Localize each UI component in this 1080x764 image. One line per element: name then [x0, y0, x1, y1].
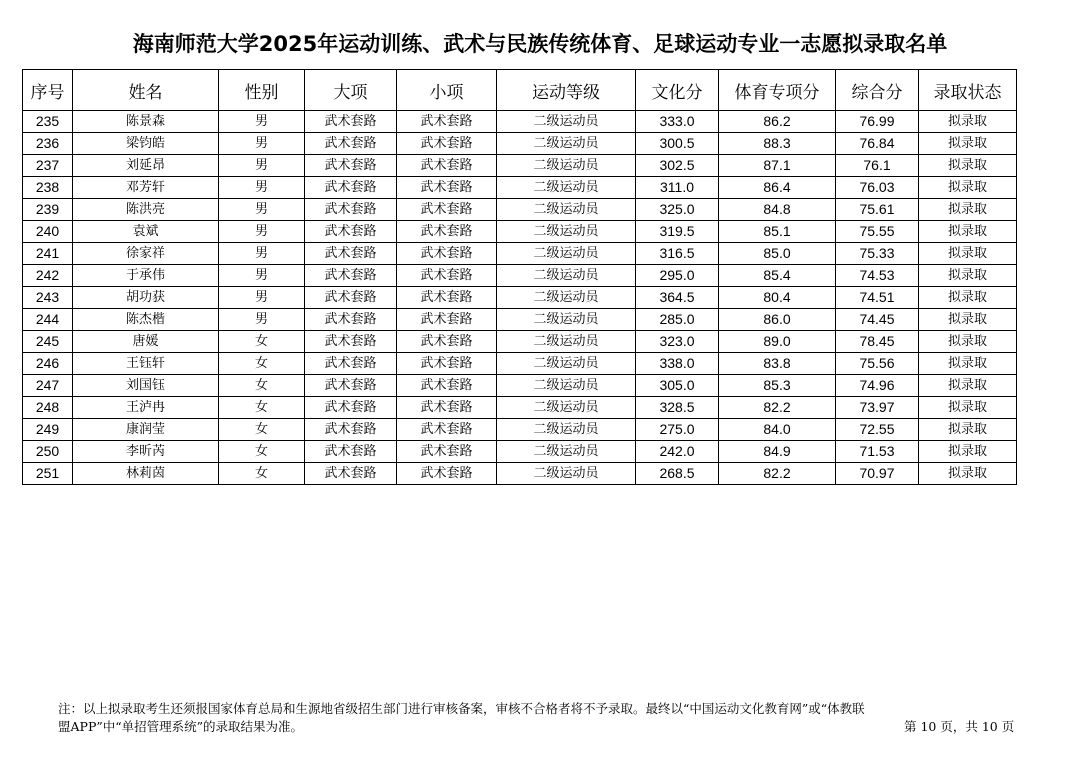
table-row [23, 177, 1017, 199]
table-cell: 武术套路 [397, 243, 497, 265]
table-cell: 徐家祥 [73, 243, 219, 265]
table-cell: 89.0 [719, 331, 836, 353]
table-cell: 男 [219, 309, 305, 331]
table-cell: 二级运动员 [497, 265, 636, 287]
table-cell: 武术套路 [305, 397, 397, 419]
header-cell: 小项 [397, 70, 497, 111]
table-cell: 拟录取 [919, 375, 1017, 397]
table-cell: 武术套路 [397, 375, 497, 397]
table-cell: 74.45 [836, 309, 919, 331]
table-cell: 武术套路 [305, 199, 397, 221]
table-cell: 87.1 [719, 155, 836, 177]
table-cell: 245 [23, 331, 73, 353]
table-cell: 男 [219, 221, 305, 243]
table-cell: 男 [219, 111, 305, 133]
table-cell: 323.0 [636, 331, 719, 353]
table-cell: 86.0 [719, 309, 836, 331]
table-cell: 刘国钰 [73, 375, 219, 397]
table-cell: 85.3 [719, 375, 836, 397]
table-cell: 85.0 [719, 243, 836, 265]
table-row [23, 463, 1017, 485]
table-cell: 248 [23, 397, 73, 419]
table-cell: 林莉茵 [73, 463, 219, 485]
table-cell: 女 [219, 331, 305, 353]
table-cell: 74.51 [836, 287, 919, 309]
table-cell: 251 [23, 463, 73, 485]
footer-note-line: 注：以上拟录取考生还须报国家体育总局和生源地省级招生部门进行审核备案，审核不合格者将不予录取。最终以“中国运动文化教育网”或“体教联 [58, 701, 865, 716]
table-cell: 武术套路 [397, 331, 497, 353]
header-cell: 录取状态 [919, 70, 1017, 111]
table-cell: 武术套路 [397, 265, 497, 287]
table-cell: 78.45 [836, 331, 919, 353]
table-row [23, 243, 1017, 265]
table-cell: 二级运动员 [497, 441, 636, 463]
page-title: 海南师范大学2025年运动训练、武术与民族传统体育、足球运动专业一志愿拟录取名单 [132, 32, 948, 56]
table-cell: 男 [219, 133, 305, 155]
table-cell: 70.97 [836, 463, 919, 485]
table-cell: 武术套路 [305, 265, 397, 287]
table-cell: 武术套路 [305, 375, 397, 397]
header-cell: 体育专项分 [719, 70, 836, 111]
header-cell: 文化分 [636, 70, 719, 111]
table-cell: 86.2 [719, 111, 836, 133]
table-cell: 拟录取 [919, 199, 1017, 221]
table-cell: 76.03 [836, 177, 919, 199]
table-row [23, 375, 1017, 397]
table-cell: 武术套路 [305, 287, 397, 309]
table-cell: 二级运动员 [497, 287, 636, 309]
header-cell: 大项 [305, 70, 397, 111]
table-cell: 76.1 [836, 155, 919, 177]
table-cell: 邓芳轩 [73, 177, 219, 199]
table-cell: 王钰轩 [73, 353, 219, 375]
table-cell: 拟录取 [919, 397, 1017, 419]
table-cell: 男 [219, 287, 305, 309]
header-cell: 性别 [219, 70, 305, 111]
table-row [23, 111, 1017, 133]
table-cell: 75.55 [836, 221, 919, 243]
table-cell: 86.4 [719, 177, 836, 199]
footer-note [58, 700, 1018, 736]
table-cell: 拟录取 [919, 331, 1017, 353]
table-cell: 二级运动员 [497, 397, 636, 419]
table-cell: 268.5 [636, 463, 719, 485]
table-row [23, 353, 1017, 375]
table-cell: 拟录取 [919, 155, 1017, 177]
table-cell: 237 [23, 155, 73, 177]
table-cell: 武术套路 [305, 419, 397, 441]
table-cell: 295.0 [636, 265, 719, 287]
table-cell: 250 [23, 441, 73, 463]
table-cell: 女 [219, 353, 305, 375]
table-header-row [23, 70, 1017, 111]
table-cell: 244 [23, 309, 73, 331]
table-cell: 陈杰楷 [73, 309, 219, 331]
table-cell: 319.5 [636, 221, 719, 243]
table-cell: 武术套路 [305, 331, 397, 353]
table-cell: 333.0 [636, 111, 719, 133]
table-row [23, 441, 1017, 463]
table-cell: 二级运动员 [497, 111, 636, 133]
table-cell: 316.5 [636, 243, 719, 265]
table-row [23, 133, 1017, 155]
table-cell: 武术套路 [305, 155, 397, 177]
table-cell: 拟录取 [919, 265, 1017, 287]
table-cell: 84.8 [719, 199, 836, 221]
table-cell: 于承伟 [73, 265, 219, 287]
table-cell: 240 [23, 221, 73, 243]
table-cell: 246 [23, 353, 73, 375]
table-cell: 武术套路 [305, 243, 397, 265]
table-cell: 武术套路 [305, 133, 397, 155]
table-cell: 二级运动员 [497, 353, 636, 375]
table-cell: 武术套路 [397, 155, 497, 177]
table-cell: 242 [23, 265, 73, 287]
table-row [23, 221, 1017, 243]
header-cell: 序号 [23, 70, 73, 111]
table-cell: 武术套路 [305, 441, 397, 463]
table-cell: 二级运动员 [497, 463, 636, 485]
table-cell: 男 [219, 265, 305, 287]
table-cell: 拟录取 [919, 243, 1017, 265]
table-cell: 75.61 [836, 199, 919, 221]
table-cell: 247 [23, 375, 73, 397]
table-cell: 拟录取 [919, 419, 1017, 441]
table-cell: 武术套路 [397, 441, 497, 463]
table-cell: 武术套路 [305, 309, 397, 331]
table-cell: 328.5 [636, 397, 719, 419]
table-cell: 唐媛 [73, 331, 219, 353]
table-cell: 72.55 [836, 419, 919, 441]
table-cell: 82.2 [719, 463, 836, 485]
table-cell: 胡功获 [73, 287, 219, 309]
table-cell: 73.97 [836, 397, 919, 419]
table-cell: 74.53 [836, 265, 919, 287]
table-row [23, 155, 1017, 177]
table-cell: 男 [219, 243, 305, 265]
table-cell: 武术套路 [305, 463, 397, 485]
table-cell: 武术套路 [305, 353, 397, 375]
table-cell: 80.4 [719, 287, 836, 309]
table-cell: 陈洪亮 [73, 199, 219, 221]
table-cell: 武术套路 [397, 419, 497, 441]
table-cell: 男 [219, 177, 305, 199]
table-cell: 76.84 [836, 133, 919, 155]
table-cell: 梁钧皓 [73, 133, 219, 155]
table-cell: 二级运动员 [497, 199, 636, 221]
table-cell: 陈景森 [73, 111, 219, 133]
table-cell: 刘延昂 [73, 155, 219, 177]
footer-note-line: 盟APP”中“单招管理系统”的录取结果为准。 [58, 719, 304, 734]
table-cell: 拟录取 [919, 111, 1017, 133]
table-cell: 235 [23, 111, 73, 133]
table-cell: 拟录取 [919, 441, 1017, 463]
table-cell: 女 [219, 397, 305, 419]
table-cell: 75.33 [836, 243, 919, 265]
table-row [23, 331, 1017, 353]
table-cell: 88.3 [719, 133, 836, 155]
table-cell: 285.0 [636, 309, 719, 331]
table-cell: 二级运动员 [497, 155, 636, 177]
table-cell: 242.0 [636, 441, 719, 463]
table-cell: 拟录取 [919, 287, 1017, 309]
table-cell: 83.8 [719, 353, 836, 375]
table-cell: 武术套路 [397, 199, 497, 221]
table-cell: 300.5 [636, 133, 719, 155]
table-cell: 康润莹 [73, 419, 219, 441]
table-body [23, 111, 1017, 485]
admission-table [22, 69, 1017, 485]
table-cell: 364.5 [636, 287, 719, 309]
table-row [23, 397, 1017, 419]
table-cell: 338.0 [636, 353, 719, 375]
table-cell: 二级运动员 [497, 331, 636, 353]
table-cell: 二级运动员 [497, 419, 636, 441]
table-cell: 武术套路 [397, 287, 497, 309]
header-cell: 姓名 [73, 70, 219, 111]
table-cell: 拟录取 [919, 353, 1017, 375]
table-cell: 男 [219, 199, 305, 221]
table-cell: 76.99 [836, 111, 919, 133]
table-cell: 拟录取 [919, 221, 1017, 243]
table-row [23, 419, 1017, 441]
table-cell: 女 [219, 375, 305, 397]
table-cell: 李昕芮 [73, 441, 219, 463]
table-cell: 325.0 [636, 199, 719, 221]
table-row [23, 287, 1017, 309]
table-cell: 武术套路 [397, 221, 497, 243]
table-cell: 71.53 [836, 441, 919, 463]
table-cell: 311.0 [636, 177, 719, 199]
table-cell: 85.1 [719, 221, 836, 243]
table-cell: 82.2 [719, 397, 836, 419]
table-cell: 武术套路 [305, 111, 397, 133]
table-cell: 武术套路 [397, 397, 497, 419]
table-cell: 84.9 [719, 441, 836, 463]
table-cell: 249 [23, 419, 73, 441]
table-cell: 305.0 [636, 375, 719, 397]
table-cell: 拟录取 [919, 463, 1017, 485]
table-cell: 男 [219, 155, 305, 177]
table-cell: 302.5 [636, 155, 719, 177]
table-cell: 武术套路 [397, 353, 497, 375]
table-cell: 243 [23, 287, 73, 309]
table-cell: 236 [23, 133, 73, 155]
table-cell: 武术套路 [397, 133, 497, 155]
table-cell: 238 [23, 177, 73, 199]
header-cell: 综合分 [836, 70, 919, 111]
table-cell: 74.96 [836, 375, 919, 397]
table-cell: 女 [219, 419, 305, 441]
table-row [23, 309, 1017, 331]
table-cell: 二级运动员 [497, 243, 636, 265]
table-cell: 拟录取 [919, 177, 1017, 199]
table-cell: 75.56 [836, 353, 919, 375]
table-cell: 武术套路 [397, 309, 497, 331]
table-cell: 二级运动员 [497, 177, 636, 199]
table-cell: 二级运动员 [497, 309, 636, 331]
table-cell: 女 [219, 441, 305, 463]
table-cell: 275.0 [636, 419, 719, 441]
table-row [23, 199, 1017, 221]
table-cell: 武术套路 [397, 463, 497, 485]
table-cell: 二级运动员 [497, 221, 636, 243]
table-cell: 拟录取 [919, 133, 1017, 155]
table-cell: 85.4 [719, 265, 836, 287]
table-cell: 二级运动员 [497, 375, 636, 397]
table-cell: 239 [23, 199, 73, 221]
table-cell: 241 [23, 243, 73, 265]
table-cell: 武术套路 [305, 177, 397, 199]
header-cell: 运动等级 [497, 70, 636, 111]
table-cell: 武术套路 [305, 221, 397, 243]
table-cell: 女 [219, 463, 305, 485]
table-cell: 王泸冉 [73, 397, 219, 419]
table-cell: 袁斌 [73, 221, 219, 243]
table-cell: 二级运动员 [497, 133, 636, 155]
table-cell: 武术套路 [397, 177, 497, 199]
table-cell: 武术套路 [397, 111, 497, 133]
page-indicator: 第 10 页，共 10 页 [904, 719, 1015, 734]
table-cell: 84.0 [719, 419, 836, 441]
table-row [23, 265, 1017, 287]
table-cell: 拟录取 [919, 309, 1017, 331]
